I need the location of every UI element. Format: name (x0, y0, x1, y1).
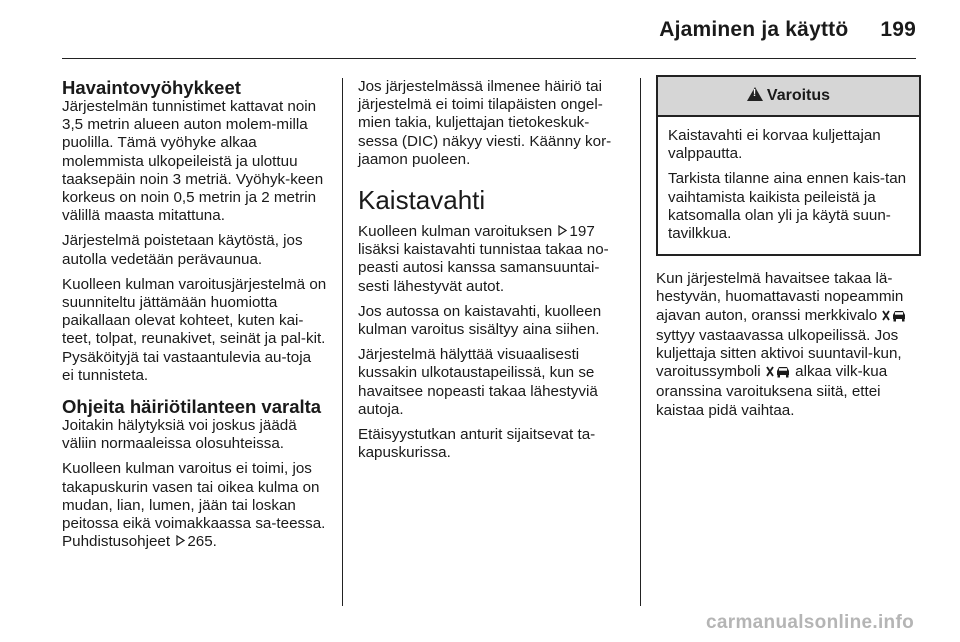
warning-paragraph-2: Tarkista tilanne aina ennen kais-tan vaihtamista kaikista peileistä ja katsomalla olan yli ja käytä suun-tavilkkua. (668, 170, 907, 243)
chapter-title: Ajaminen ja käyttö (659, 18, 849, 41)
warning-title: Varoitus (766, 87, 831, 104)
paragraph-indicator (656, 270, 921, 420)
page-header (659, 18, 916, 42)
heading-fault: Ohjeita häiriötilanteen varalta (62, 396, 322, 418)
warning-triangle-icon (747, 87, 763, 101)
page-ref-arrow-icon (176, 533, 185, 551)
lane-1-text-a: Kuolleen kulman varoituksen (358, 223, 553, 241)
paragraph-dic: Jos järjestelmässä ilmenee häiriö tai järjestelmä ei toimi tilapäisten ongel-mien takia, kuljettajan tietokeskuk-sessa (DIC) näkyy viesti. Käänny kor-jaamon puoleen. (358, 78, 612, 168)
header-rule (62, 58, 916, 59)
page-number: 199 (880, 18, 916, 41)
paragraph-design: Kuolleen kulman varoitusjärjestelmä on suunniteltu jättämään huomiotta paikallaan olevat kohteet, kuten kai-teet, tolpat, reunakivet, seinät ja pal-kit. Pysäköityjä tai vastaantulevia au-toja ei tunnisteta. (62, 275, 327, 384)
paragraph-fault-2 (62, 460, 327, 551)
lane-1-text-b: lisäksi kaistavahti tunnistaa takaa no-peasti autosi kanssa samansuuntai-sesti lähestyvät autot. (358, 241, 609, 295)
warning-header (658, 77, 919, 117)
paragraph-lane-4: Etäisyystutkan anturit sijaitsevat ta-kapuskurissa. (358, 426, 596, 462)
indicator-text-c: alkaa vilk-kua oranssina varoituksena siitä, ettei kaistaa pidä vaihtaa. (656, 363, 888, 419)
paragraph-zone: Järjestelmän tunnistimet kattavat noin 3,5 metrin alueen auton molem-milla puolilla. Tämä vyöhyke alkaa molemmista ulkopeileistä ja ulottuu taaksepäin noin 3 metriä. Vyöhyk-keen korkeus on noin 0,5 metrin ja 2 metrin välillä maasta mitattuna. (62, 98, 324, 225)
lane-change-car-icon (881, 309, 907, 327)
page-ref-265[interactable]: 265. (187, 533, 217, 551)
footer-watermark: carmanualsonline.info (706, 612, 914, 633)
fault-2-text: Kuolleen kulman varoitus ei toimi, jos takapuskurin vasen tai oikea kulma on mudan, lian, lumen, jään tai loskan peitossa eikä voimakkaassa sa-teessa. Puhdistusohjeet (62, 460, 326, 551)
warning-body (658, 117, 919, 254)
column-3 (656, 78, 921, 427)
paragraph-fault-1: Joitakin hälytyksiä voi joskus jäädä väliin normaaleissa olosuhteissa. (62, 417, 297, 453)
column-divider (342, 78, 343, 606)
warning-paragraph-1: Kaistavahti ei korvaa kuljettajan valppautta. (668, 127, 881, 163)
heading-lane-assist: Kaistavahti (358, 185, 486, 216)
column-1 (62, 78, 327, 558)
warning-box (656, 75, 921, 256)
lane-change-car-icon (765, 365, 791, 383)
paragraph-disabled: Järjestelmä poistetaan käytöstä, jos autolla vedetään perävaunua. (62, 232, 303, 268)
indicator-text-a: Kun järjestelmä havaitsee takaa lä-hestyvän, huomattavasti nopeammin ajavan auton, oranssi merkkivalo (656, 270, 904, 324)
column-2 (358, 78, 628, 469)
page-ref-arrow-icon (558, 223, 567, 241)
paragraph-lane-3: Järjestelmä hälyttää visuaalisesti kussakin ulkotaustapeilissä, kun se havaitsee nopeasti takaa lähestyviä autoja. (358, 346, 598, 418)
paragraph-lane-1 (358, 223, 628, 296)
page-ref-197[interactable]: 197 (569, 223, 595, 241)
paragraph-lane-2: Jos autossa on kaistavahti, kuolleen kulman varoitus sisältyy aina siihen. (358, 302, 602, 339)
column-divider (640, 78, 641, 606)
heading-detection-zones: Havaintovyöhykkeet (62, 77, 241, 98)
indicator-text-b: syttyy vastaavassa ulkopeilissä. Jos kuljettaja sitten aktivoi suuntavil-kun, varoitussymboli (656, 326, 902, 381)
